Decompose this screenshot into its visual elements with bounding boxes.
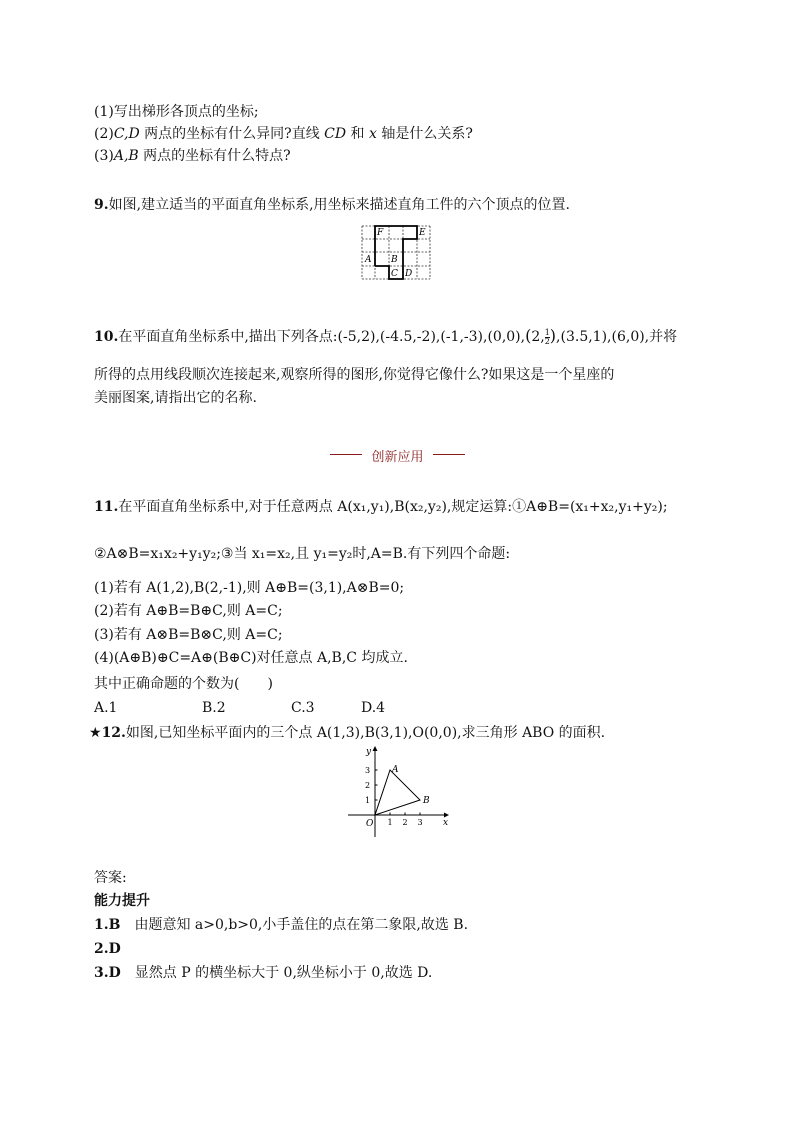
fraction: $\frac{1}{2}$: [544, 327, 550, 346]
q11-line2: ②A⊗B=x₁x₂+y₁y₂;③当 x₁=x₂,且 y₁=y₂时,A=B.有下列四个命题:: [94, 546, 511, 562]
q12-coordinate-graph: [340, 745, 452, 840]
x-tick-label: 1: [387, 818, 393, 827]
q11-ask: 其中正确命题的个数为( ): [94, 676, 273, 692]
answer-3: 3.D 显然点 P 的横坐标大于 0,纵坐标小于 0,故选 D.: [94, 965, 433, 981]
y-axis-arrow: [373, 746, 378, 751]
q8-sub2: (2)C,D 两点的坐标有什么异同?直线 CD 和 x 轴是什么关系?: [94, 126, 473, 142]
label-E: E: [419, 228, 426, 238]
label-C: C: [391, 269, 398, 279]
answers-subtitle: 能力提升: [94, 893, 150, 909]
y-tick-label: 3: [365, 766, 371, 775]
q8-sub1: (1)写出梯形各顶点的坐标;: [94, 104, 259, 120]
q8-sub3: (3)A,B 两点的坐标有什么特点?: [94, 148, 291, 164]
label-B: B: [391, 255, 398, 265]
q11-option-c: C.3: [291, 700, 315, 716]
q12-question: ★12.如图,已知坐标平面内的三个点 A(1,3),B(3,1),O(0,0),求三角形 ABO 的面积.: [89, 725, 606, 741]
q11-option-b: B.2: [202, 700, 226, 716]
section-title: 创新应用: [330, 446, 465, 465]
y-tick-label: 1: [365, 796, 371, 805]
answer-2: 2.D: [94, 941, 121, 957]
answers-title: 答案:: [94, 870, 127, 886]
point-B-label: B: [423, 796, 430, 806]
q11-prop3: (3)若有 A⊗B=B⊗C,则 A=C;: [94, 627, 283, 643]
label-A: A: [365, 255, 372, 265]
x-axis-arrow: [444, 813, 449, 818]
x-tick-label: 3: [417, 818, 423, 827]
q9-workpiece-figure: [360, 224, 432, 282]
x-tick-label: 2: [402, 818, 408, 827]
label-D: D: [405, 269, 413, 279]
y-axis-label: y: [366, 747, 372, 757]
x-axis-label: x: [443, 818, 449, 828]
q11-prop1: (1)若有 A(1,2),B(2,-1),则 A⊕B=(3,1),A⊗B=0;: [94, 580, 405, 596]
q10-line2: 所得的点用线段顺次连接起来,观察所得的图形,你觉得它像什么?如果这是一个星座的: [94, 367, 615, 383]
triangle-ABO: [375, 770, 420, 815]
origin-label: O: [366, 819, 374, 829]
q10-line1: 10.在平面直角坐标系中,描出下列各点:(-5,2),(-4.5,-2),(-1,-3),(0,0),(2, $\frac{1}{2}$ ),(3.5,1),(6,0),并将: [94, 326, 678, 346]
q11-prop2: (2)若有 A⊕B=B⊕C,则 A=C;: [94, 603, 283, 619]
star-icon: ★: [89, 725, 102, 741]
q11-line1: 11.在平面直角坐标系中,对于任意两点 A(x₁,y₁),B(x₂,y₂),规定运算:①A⊕B=(x₁+x₂,y₁+y₂);: [94, 499, 668, 515]
answer-1: 1.B 由题意知 a>0,b>0,小手盖住的点在第二象限,故选 B.: [94, 917, 469, 933]
q11-prop4: (4)(A⊕B)⊕C=A⊕(B⊕C)对任意点 A,B,C 均成立.: [94, 650, 408, 666]
q11-option-d: D.4: [361, 700, 386, 716]
fraction-point: (: [525, 326, 532, 345]
q11-option-a: A.1: [94, 700, 118, 716]
q10-line3: 美丽图案,请指出它的名称.: [94, 390, 257, 406]
point-A-label: A: [392, 765, 399, 775]
y-tick-label: 2: [365, 781, 371, 790]
q9-question: 9.如图,建立适当的平面直角坐标系,用坐标来描述直角工件的六个顶点的位置.: [94, 197, 570, 213]
label-F: F: [377, 228, 384, 238]
